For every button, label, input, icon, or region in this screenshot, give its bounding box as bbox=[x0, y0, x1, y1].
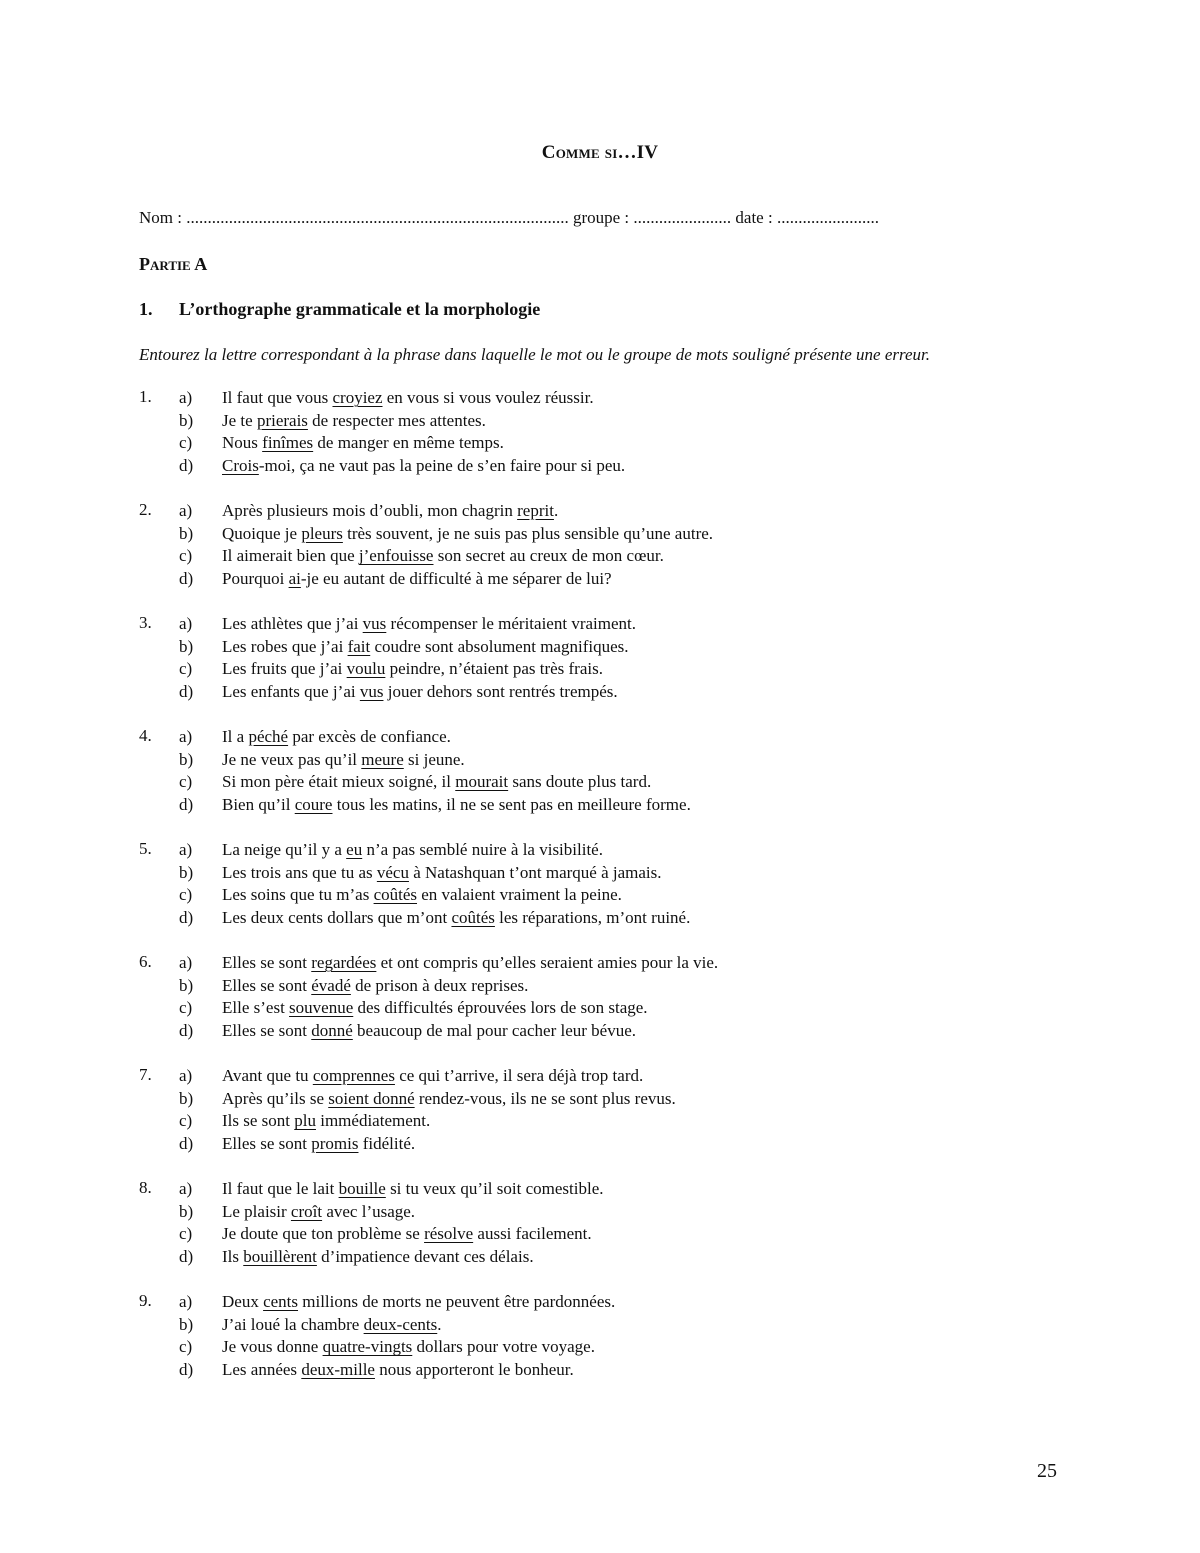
underlined-word: coûtés bbox=[451, 908, 495, 928]
question-item bbox=[139, 839, 1099, 952]
answer-option[interactable] bbox=[179, 1314, 442, 1337]
question-number: 3. bbox=[139, 613, 152, 632]
underlined-word: voulu bbox=[346, 659, 386, 679]
answer-option[interactable] bbox=[179, 432, 504, 455]
option-text-before: Les enfants que j’ai bbox=[222, 682, 360, 702]
answer-option[interactable] bbox=[179, 749, 465, 772]
question-number: 1. bbox=[139, 387, 152, 406]
answer-option[interactable] bbox=[179, 681, 618, 704]
option-letter[interactable]: b) bbox=[179, 1088, 194, 1108]
answer-option[interactable] bbox=[179, 1178, 603, 1201]
option-text-after: récompenser le méritaient vraiment. bbox=[386, 614, 636, 633]
option-text-before: Les deux cents dollars que m’ont bbox=[222, 908, 452, 928]
underlined-word: résolve bbox=[424, 1224, 474, 1244]
option-text-before: Je vous donne bbox=[222, 1337, 323, 1357]
option-text-after: beaucoup de mal pour cacher leur bévue. bbox=[352, 1021, 636, 1041]
question-list bbox=[139, 387, 1099, 1404]
page-number: 25 bbox=[1037, 1460, 1057, 1482]
option-text-after: de prison à deux reprises. bbox=[350, 975, 529, 995]
option-letter[interactable]: a) bbox=[179, 388, 193, 407]
option-text-before: Le plaisir bbox=[222, 1201, 291, 1221]
answer-option[interactable] bbox=[179, 1246, 534, 1269]
answer-option[interactable] bbox=[179, 523, 713, 546]
underlined-word: croît bbox=[290, 1201, 323, 1221]
underlined-word: vus bbox=[359, 682, 384, 702]
underlined-word: fait bbox=[347, 636, 371, 656]
option-letter[interactable]: d) bbox=[179, 1021, 194, 1041]
option-letter[interactable]: c) bbox=[179, 772, 193, 792]
underlined-word: meure bbox=[361, 749, 404, 769]
option-letter[interactable]: a) bbox=[179, 727, 193, 746]
option-text-after: si jeune. bbox=[403, 749, 465, 769]
option-letter[interactable]: a) bbox=[179, 1292, 193, 1311]
answer-option[interactable] bbox=[179, 1359, 574, 1382]
option-letter[interactable]: d) bbox=[179, 682, 194, 702]
underlined-word: finîmes bbox=[262, 433, 314, 453]
option-letter[interactable]: a) bbox=[179, 1066, 193, 1085]
underlined-word: promis bbox=[311, 1134, 359, 1154]
option-letter[interactable]: d) bbox=[179, 908, 194, 928]
option-letter[interactable]: a) bbox=[179, 1179, 193, 1198]
question-number: 4. bbox=[139, 726, 152, 745]
option-text-after: d’impatience devant ces délais. bbox=[316, 1247, 534, 1267]
underlined-word: plu bbox=[294, 1111, 316, 1131]
option-letter[interactable]: d) bbox=[179, 1247, 194, 1267]
option-text-before: Les robes que j’ai bbox=[222, 636, 348, 656]
option-text-before: Ils bbox=[222, 1247, 244, 1267]
answer-option[interactable] bbox=[179, 1088, 676, 1111]
option-text-before: Avant que tu bbox=[222, 1066, 313, 1085]
underlined-word: eu bbox=[346, 840, 363, 859]
option-text-before: Il faut que le lait bbox=[222, 1179, 339, 1198]
answer-option[interactable] bbox=[179, 862, 662, 885]
option-text-before: Nous bbox=[222, 433, 263, 453]
answer-option[interactable] bbox=[179, 568, 612, 591]
option-text-after: fidélité. bbox=[358, 1134, 416, 1154]
answer-option[interactable] bbox=[179, 952, 718, 975]
section-number: 1. bbox=[139, 299, 153, 319]
question-item bbox=[139, 613, 1099, 726]
question-number: 8. bbox=[139, 1178, 152, 1197]
answer-option[interactable] bbox=[179, 545, 664, 568]
option-text-after: si tu veux qu’il soit comestible. bbox=[385, 1179, 604, 1198]
option-text-after: aussi facilement. bbox=[473, 1224, 592, 1244]
question-number: 7. bbox=[139, 1065, 152, 1084]
option-text-before: Elle s’est bbox=[222, 998, 290, 1018]
option-text-after: par excès de confiance. bbox=[288, 727, 451, 746]
option-text-after: rendez-vous, ils ne se sont plus revus. bbox=[414, 1088, 676, 1108]
option-text-after: son secret au creux de mon cœur. bbox=[433, 546, 664, 566]
option-letter[interactable]: b) bbox=[179, 1201, 194, 1221]
option-text-before: Elles se sont bbox=[222, 1134, 312, 1154]
answer-option[interactable] bbox=[179, 1201, 415, 1224]
underlined-word: donné bbox=[311, 1021, 353, 1041]
option-text-before: Il faut que vous bbox=[222, 388, 333, 407]
answer-option[interactable] bbox=[179, 975, 528, 998]
question-item bbox=[139, 1178, 1099, 1291]
underlined-word: regardées bbox=[311, 953, 377, 972]
option-text-before: Si mon père était mieux soigné, il bbox=[222, 772, 456, 792]
answer-option[interactable] bbox=[179, 726, 451, 749]
option-text-after: en vous si vous voulez réussir. bbox=[382, 388, 594, 407]
option-letter[interactable]: d) bbox=[179, 1360, 194, 1380]
answer-option[interactable] bbox=[179, 387, 594, 410]
answer-option[interactable] bbox=[179, 1110, 430, 1133]
option-letter[interactable]: b) bbox=[179, 523, 194, 543]
option-text-before: Les fruits que j’ai bbox=[222, 659, 347, 679]
answer-option[interactable] bbox=[179, 1020, 636, 1043]
option-letter[interactable]: b) bbox=[179, 749, 194, 769]
question-item bbox=[139, 387, 1099, 500]
name-group-date-line: Nom : .......................................................................................... groupe : ....................... date : ........................ bbox=[139, 208, 879, 227]
option-letter[interactable]: a) bbox=[179, 840, 193, 859]
answer-option[interactable] bbox=[179, 455, 625, 478]
answer-option[interactable] bbox=[179, 884, 622, 907]
option-letter[interactable]: d) bbox=[179, 456, 194, 476]
option-text-before: Elles se sont bbox=[222, 1021, 312, 1041]
document-title: Comme si…IV bbox=[541, 142, 659, 163]
option-text-before: Ils se sont bbox=[222, 1111, 295, 1131]
option-text-before: Je te bbox=[222, 410, 257, 430]
option-text-after: immédiatement. bbox=[315, 1111, 431, 1131]
answer-option[interactable] bbox=[179, 997, 648, 1020]
underlined-word: soient donné bbox=[328, 1088, 415, 1108]
underlined-word: comprennes bbox=[312, 1066, 395, 1085]
option-text-after: des difficultés éprouvées lors de son stage. bbox=[353, 998, 648, 1018]
option-letter[interactable]: a) bbox=[179, 953, 193, 972]
option-text-after: de respecter mes attentes. bbox=[307, 410, 486, 430]
question-number: 5. bbox=[139, 839, 152, 858]
option-letter[interactable]: c) bbox=[179, 998, 193, 1018]
question-item bbox=[139, 952, 1099, 1065]
option-text-before: Les athlètes que j’ai bbox=[222, 614, 363, 633]
option-text-before: Il aimerait bien que bbox=[222, 546, 359, 566]
option-text-after: millions de morts ne peuvent être pardonnées. bbox=[298, 1292, 616, 1311]
question-item bbox=[139, 1065, 1099, 1178]
option-letter[interactable]: c) bbox=[179, 659, 193, 679]
option-letter[interactable]: c) bbox=[179, 433, 193, 453]
option-text-after: nous apporteront le bonheur. bbox=[374, 1360, 574, 1380]
answer-option[interactable] bbox=[179, 1065, 643, 1088]
question-item bbox=[139, 726, 1099, 839]
option-text-after: à Natashquan t’ont marqué à jamais. bbox=[408, 862, 662, 882]
underlined-word: évadé bbox=[311, 975, 351, 995]
option-text-after: tous les matins, il ne se sent pas en meilleure forme. bbox=[332, 795, 691, 815]
option-text-before: Elles se sont bbox=[222, 953, 312, 972]
question-number: 6. bbox=[139, 952, 152, 971]
option-text-after: ce qui t’arrive, il sera déjà trop tard. bbox=[394, 1066, 644, 1085]
answer-option[interactable] bbox=[179, 771, 651, 794]
underlined-word: j’enfouisse bbox=[358, 546, 434, 566]
answer-option[interactable] bbox=[179, 613, 636, 636]
option-text-before: Elles se sont bbox=[222, 975, 312, 995]
underlined-word: vécu bbox=[376, 862, 409, 882]
option-letter[interactable]: c) bbox=[179, 1337, 193, 1357]
question-number: 9. bbox=[139, 1291, 152, 1310]
underlined-word: ai bbox=[288, 569, 301, 589]
option-letter[interactable]: b) bbox=[179, 636, 194, 656]
option-text-before: Je ne veux pas qu’il bbox=[222, 749, 362, 769]
answer-option[interactable] bbox=[179, 410, 486, 433]
option-text-before: Les années bbox=[222, 1360, 302, 1380]
option-text-after: les réparations, m’ont ruiné. bbox=[494, 908, 691, 928]
option-letter[interactable]: b) bbox=[179, 1314, 194, 1334]
option-text-before: Les soins que tu m’as bbox=[222, 885, 374, 905]
option-letter[interactable]: c) bbox=[179, 1224, 193, 1244]
underlined-word: vus bbox=[362, 614, 387, 633]
part-heading: Partie A bbox=[139, 254, 208, 274]
option-letter[interactable]: d) bbox=[179, 569, 194, 589]
underlined-word: pleurs bbox=[301, 523, 343, 543]
option-letter[interactable]: c) bbox=[179, 1111, 193, 1131]
underlined-word: croyiez bbox=[332, 388, 383, 407]
option-text-after: et ont compris qu’elles seraient amies pour la vie. bbox=[376, 953, 719, 972]
question-item bbox=[139, 1291, 1099, 1404]
underlined-word: bouillèrent bbox=[243, 1247, 317, 1267]
option-letter[interactable]: a) bbox=[179, 501, 193, 520]
option-text-after: dollars pour votre voyage. bbox=[412, 1337, 595, 1357]
underlined-word: souvenue bbox=[289, 998, 354, 1018]
option-text-before: Deux bbox=[222, 1292, 264, 1311]
section-title: L’orthographe grammaticale et la morphologie bbox=[179, 299, 541, 319]
option-text-after: . bbox=[437, 1314, 442, 1334]
answer-option[interactable] bbox=[179, 1223, 592, 1246]
option-text-after: très souvent, je ne suis pas plus sensible qu’une autre. bbox=[342, 523, 714, 543]
option-text-before: Il a bbox=[222, 727, 249, 746]
option-text-after: peindre, n’étaient pas très frais. bbox=[385, 659, 603, 679]
answer-option[interactable] bbox=[179, 658, 603, 681]
option-text-before: Quoique je bbox=[222, 523, 302, 543]
answer-option[interactable] bbox=[179, 794, 691, 817]
instruction-text: Entourez la lettre correspondant à la phrase dans laquelle le mot ou le groupe de mots souligné présente une erreur. bbox=[139, 345, 931, 364]
underlined-word: prierais bbox=[256, 410, 308, 430]
option-text-before: Bien qu’il bbox=[222, 795, 295, 815]
option-letter[interactable]: d) bbox=[179, 1134, 194, 1154]
answer-option[interactable] bbox=[179, 500, 558, 523]
option-text-after: en valaient vraiment la peine. bbox=[417, 885, 622, 905]
underlined-word: quatre-vingts bbox=[322, 1337, 413, 1357]
underlined-word: deux-mille bbox=[301, 1360, 375, 1380]
answer-option[interactable] bbox=[179, 1336, 595, 1359]
option-letter[interactable]: c) bbox=[179, 546, 193, 566]
option-text-after: -moi, ça ne vaut pas la peine de s’en faire pour si peu. bbox=[258, 456, 626, 476]
underlined-word: reprit bbox=[517, 501, 554, 520]
option-text-after: de manger en même temps. bbox=[313, 433, 504, 453]
answer-option[interactable] bbox=[179, 636, 629, 659]
option-text-after: jouer dehors sont rentrés trempés. bbox=[383, 682, 618, 702]
option-text-after: avec l’usage. bbox=[322, 1201, 416, 1221]
underlined-word: mourait bbox=[455, 772, 509, 792]
option-letter[interactable]: b) bbox=[179, 975, 194, 995]
underlined-word: coure bbox=[294, 795, 333, 815]
answer-option[interactable] bbox=[179, 1291, 615, 1314]
question-item bbox=[139, 500, 1099, 613]
option-letter[interactable]: d) bbox=[179, 795, 194, 815]
underlined-word: cents bbox=[263, 1292, 299, 1311]
question-number: 2. bbox=[139, 500, 152, 519]
option-letter[interactable]: b) bbox=[179, 862, 194, 882]
option-text-after: n’a pas semblé nuire à la visibilité. bbox=[362, 840, 603, 859]
section-heading bbox=[139, 299, 540, 320]
underlined-word: deux-cents bbox=[363, 1314, 438, 1334]
option-text-before: J’ai loué la chambre bbox=[222, 1314, 364, 1334]
answer-option[interactable] bbox=[179, 907, 690, 930]
option-text-before: Pourquoi bbox=[222, 569, 289, 589]
underlined-word: péché bbox=[248, 727, 289, 746]
option-text-after: coudre sont absolument magnifiques. bbox=[370, 636, 629, 656]
option-text-after: sans doute plus tard. bbox=[508, 772, 652, 792]
underlined-word: bouille bbox=[338, 1179, 386, 1198]
option-text-before: Les trois ans que tu as bbox=[222, 862, 377, 882]
option-text-after: -je eu autant de difficulté à me séparer de lui? bbox=[300, 569, 612, 589]
underlined-word: Crois bbox=[222, 456, 259, 476]
option-letter[interactable]: c) bbox=[179, 885, 193, 905]
option-letter[interactable]: b) bbox=[179, 410, 194, 430]
option-text-before: Je doute que ton problème se bbox=[222, 1224, 425, 1244]
underlined-word: coûtés bbox=[373, 885, 418, 905]
option-text-after: . bbox=[553, 501, 559, 520]
option-letter[interactable]: a) bbox=[179, 614, 193, 633]
option-text-before: La neige qu’il y a bbox=[222, 840, 347, 859]
answer-option[interactable] bbox=[179, 839, 603, 862]
answer-option[interactable] bbox=[179, 1133, 415, 1156]
option-text-before: Après plusieurs mois d’oubli, mon chagrin bbox=[222, 501, 518, 520]
option-text-before: Après qu’ils se bbox=[222, 1088, 329, 1108]
